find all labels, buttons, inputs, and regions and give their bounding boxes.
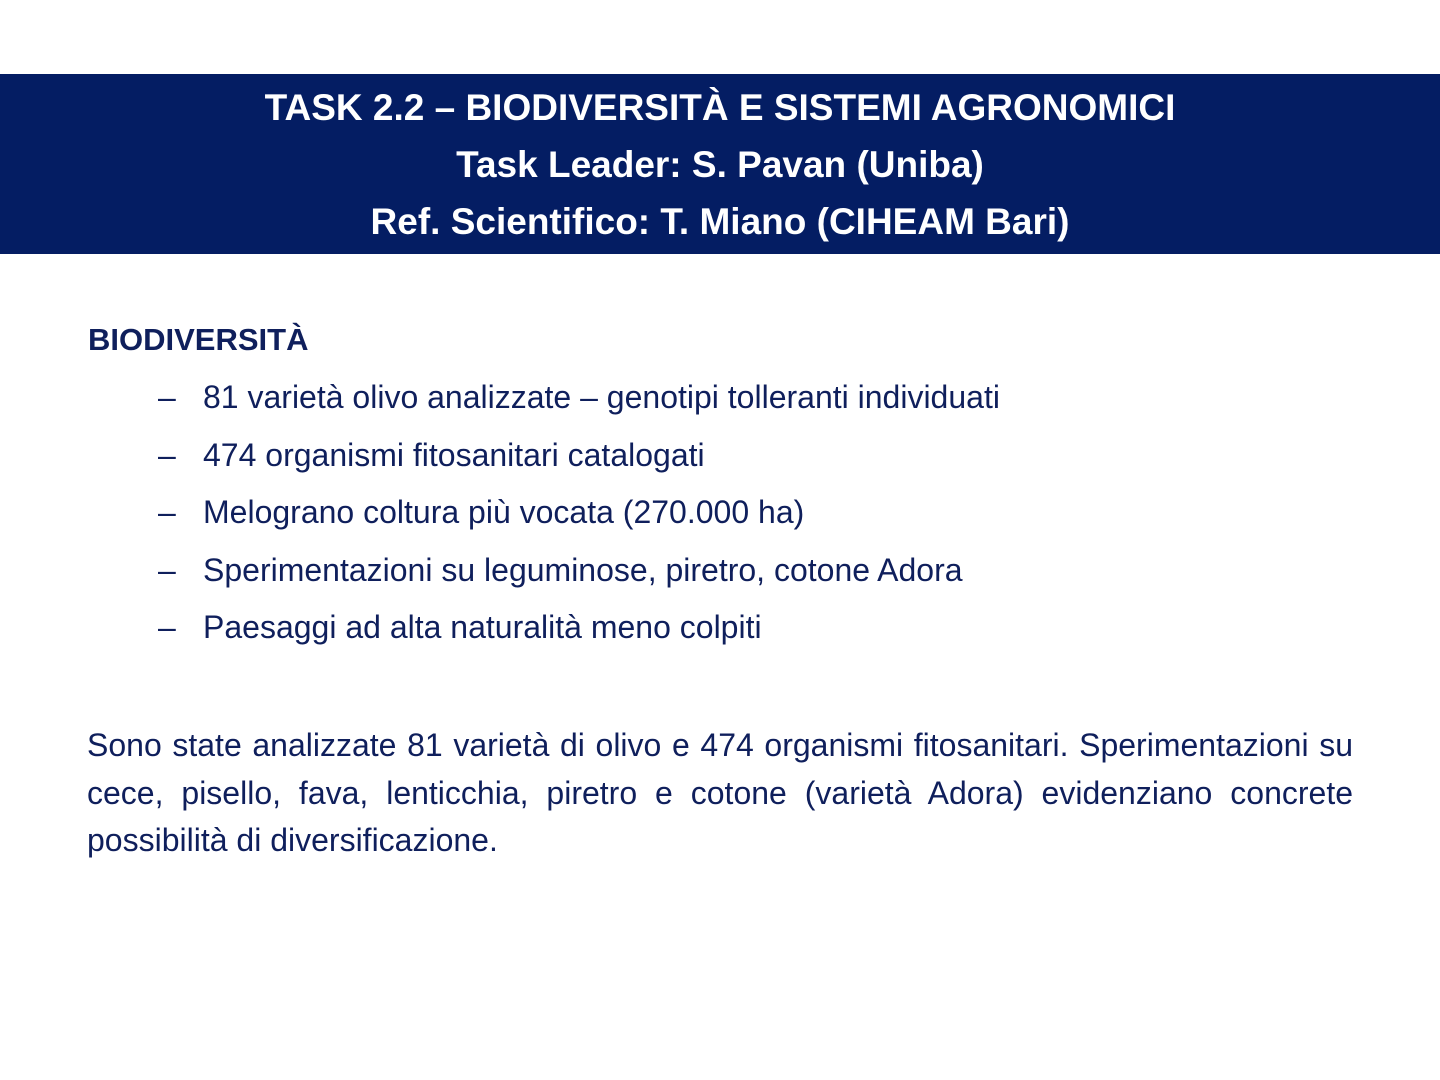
scientific-reference: Ref. Scientifico: T. Miano (CIHEAM Bari) (370, 200, 1070, 242)
bullet-text: Sperimentazioni su leguminose, piretro, cotone Adora (203, 551, 963, 588)
bullet-text: 81 varietà olivo analizzate – genotipi tolleranti individuati (203, 379, 1000, 415)
list-item (158, 432, 1000, 490)
bullet-text: Melograno coltura più vocata (270.000 ha) (203, 494, 805, 530)
bullet-dash: – (158, 551, 176, 588)
task-title: TASK 2.2 – BIODIVERSITÀ E SISTEMI AGRONOMICI (264, 86, 1176, 128)
title-banner (0, 74, 1440, 254)
bullet-list (158, 374, 1000, 662)
list-item (158, 374, 1000, 432)
bullet-dash: – (158, 436, 176, 473)
list-item (158, 604, 1000, 662)
summary-paragraph: Sono state analizzate 81 varietà di olivo e 474 organismi fitosanitari. Sperimentazioni su cece, pisello, fava, lenticchia, piretro e cotone (varietà Adora) evidenziano concrete possibilità di diversificazione. (87, 727, 1353, 858)
bullet-dash: – (158, 609, 176, 645)
bullet-text: Paesaggi ad alta naturalità meno colpiti (203, 609, 762, 645)
task-leader: Task Leader: S. Pavan (Uniba) (456, 143, 984, 185)
section-heading: BIODIVERSITÀ (88, 322, 309, 357)
bullet-dash: – (158, 379, 176, 415)
list-item (158, 489, 1000, 547)
bullet-dash: – (158, 494, 176, 530)
list-item (158, 547, 1000, 605)
bullet-text: 474 organismi fitosanitari catalogati (203, 436, 705, 473)
